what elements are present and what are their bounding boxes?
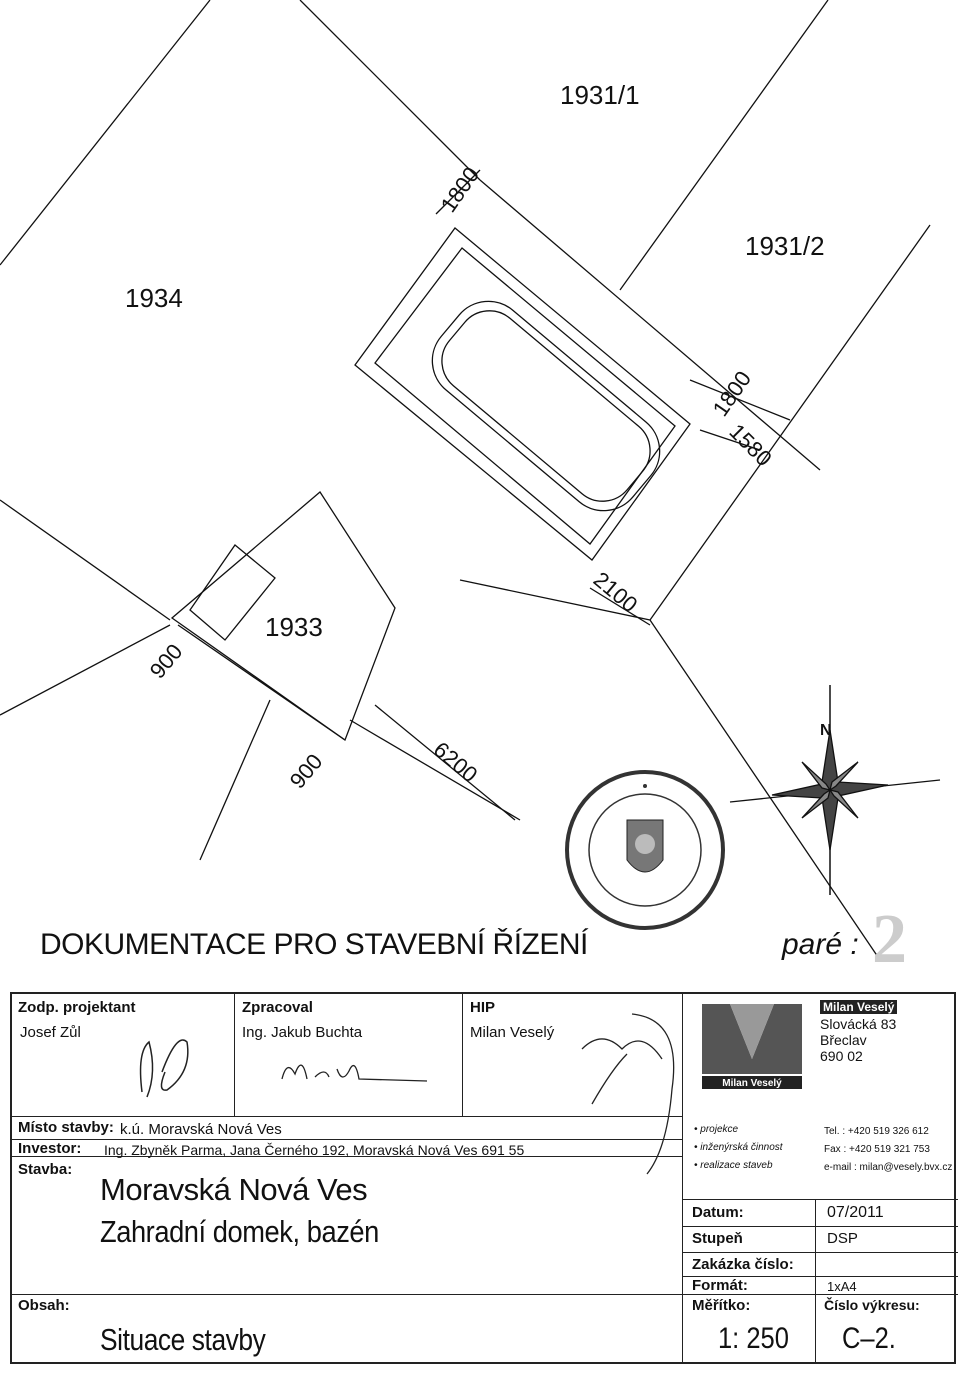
format-label: Formát: — [692, 1277, 748, 1294]
company-fax: Fax : +420 519 321 753 — [824, 1144, 930, 1155]
service-inzenyrska: • inženýrská činnost — [694, 1142, 783, 1153]
signature-vesely — [572, 1009, 682, 1179]
pool-basin — [417, 286, 675, 526]
parcel-label: 1934 — [125, 283, 183, 313]
stavba-line1: Moravská Nová Ves — [100, 1172, 368, 1207]
stavba-label: Stavba: — [18, 1161, 73, 1178]
misto-value: k.ú. Moravská Nová Ves — [120, 1121, 282, 1138]
zakazka-label: Zakázka číslo: — [692, 1256, 794, 1273]
parcel-line — [350, 720, 520, 820]
north-arrow-icon — [730, 685, 940, 895]
pare-number: 2 — [872, 901, 907, 978]
parcel-line — [300, 0, 480, 180]
zprac-name: Ing. Jakub Buchta — [242, 1024, 363, 1041]
meritko-label: Měřítko: — [692, 1297, 751, 1314]
parcel-line — [200, 700, 270, 860]
hip-label: HIP — [470, 999, 496, 1016]
pool-basin-inner — [429, 298, 663, 515]
pare-label: paré : — [782, 928, 859, 961]
stavba-line2: Zahradní domek, bazén — [100, 1214, 379, 1249]
authorization-stamp — [567, 772, 723, 928]
service-realizace: • realizace staveb — [694, 1160, 773, 1171]
parcel-label: 1933 — [265, 612, 323, 642]
parcel-line — [650, 225, 930, 620]
company-name: Milan Veselý — [820, 1000, 897, 1014]
parcel-label: 1931/1 — [560, 80, 640, 110]
investor-value: Ing. Zbyněk Parma, Jana Černého 192, Moravská Nová Ves 691 55 — [104, 1142, 525, 1158]
stupen-value: DSP — [827, 1230, 858, 1247]
north-label: N — [820, 722, 832, 739]
dimension-line — [178, 625, 345, 740]
dimension-label: 900 — [144, 639, 188, 684]
dimension-label: 2100 — [588, 566, 643, 618]
svg-text:Milan Veselý: Milan Veselý — [722, 1078, 782, 1089]
investor-label: Investor: — [18, 1140, 82, 1157]
company-city: Břeclav — [820, 1032, 867, 1048]
signature-zul — [117, 1012, 227, 1110]
parcel-line — [0, 500, 170, 620]
zodp-label: Zodp. projektant — [18, 999, 136, 1016]
company-email: e-mail : milan@vesely.bvx.cz — [824, 1162, 953, 1173]
dimension-label: 900 — [284, 749, 328, 794]
parcel-line — [0, 625, 170, 715]
format-value: 1xA4 — [827, 1279, 857, 1294]
dimension-label: 1800 — [707, 366, 757, 421]
datum-value: 07/2011 — [827, 1204, 884, 1221]
obsah-value: Situace stavby — [100, 1322, 266, 1357]
meritko-value: 1: 250 — [718, 1322, 789, 1355]
cislo-value: C–2. — [842, 1322, 896, 1355]
company-tel: Tel. : +420 519 326 612 — [824, 1126, 929, 1137]
title-block — [10, 992, 956, 1364]
stupen-label: Stupeň — [692, 1230, 743, 1247]
garden-house-annex — [190, 545, 275, 640]
misto-label: Místo stavby: — [18, 1119, 114, 1136]
document-title: DOKUMENTACE PRO STAVEBNÍ ŘÍZENÍ — [40, 928, 588, 961]
signature-buchta — [277, 1049, 437, 1094]
service-projekce: • projekce — [694, 1124, 739, 1135]
dimension-label: 1800 — [435, 162, 485, 217]
obsah-label: Obsah: — [18, 1297, 70, 1314]
parcel-label: 1931/2 — [745, 231, 825, 261]
company-street: Slovácká 83 — [820, 1016, 897, 1032]
pool-slab — [355, 228, 690, 560]
cislo-label: Číslo výkresu: — [824, 1297, 920, 1313]
parcel-line — [0, 0, 210, 265]
company-logo — [702, 1004, 802, 1089]
zodp-name: Josef Zůl — [20, 1024, 81, 1041]
company-zip: 690 02 — [820, 1048, 863, 1064]
dimension-label: 1580 — [724, 418, 777, 472]
hip-name: Milan Veselý — [470, 1024, 555, 1041]
zprac-label: Zpracoval — [242, 999, 313, 1016]
datum-label: Datum: — [692, 1204, 744, 1221]
dimension-label: 6200 — [428, 736, 483, 788]
